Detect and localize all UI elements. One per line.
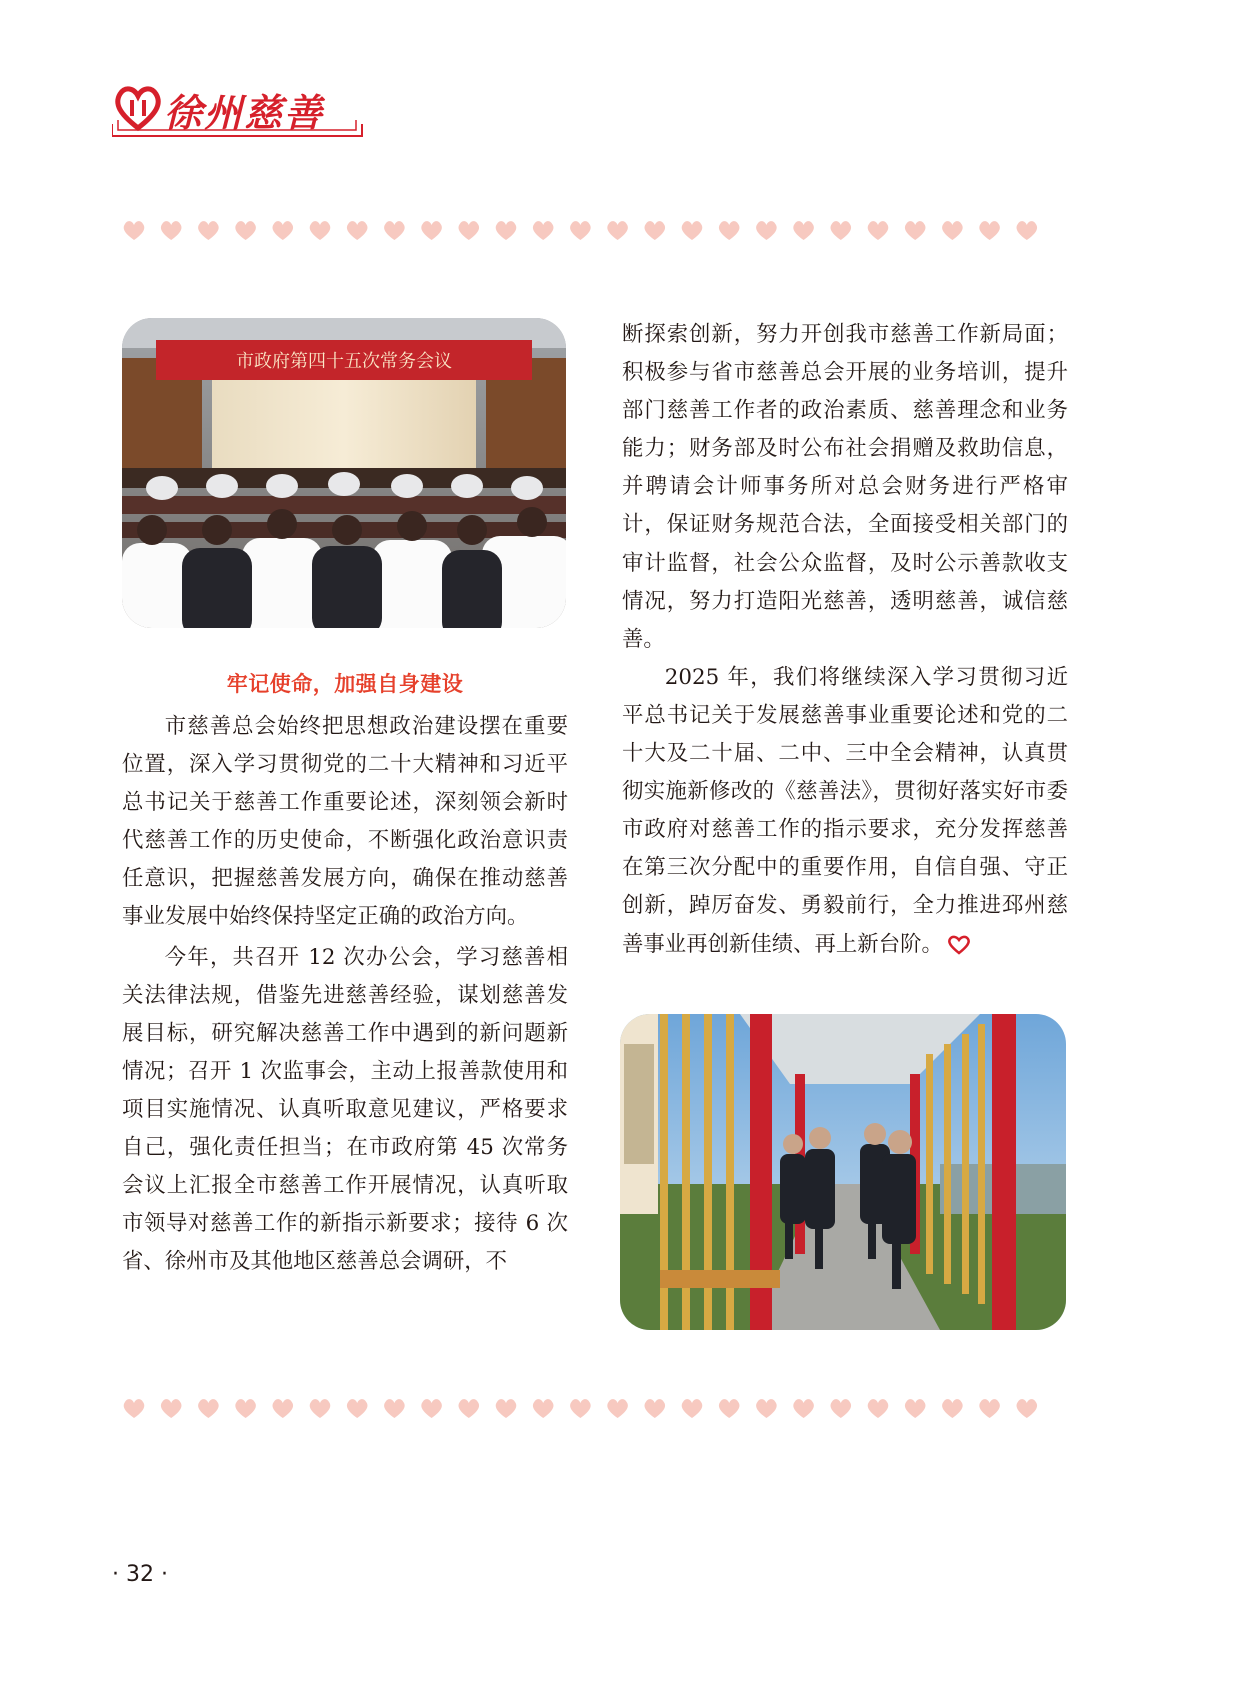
heart-icon bbox=[124, 1399, 145, 1418]
heart-icon bbox=[198, 221, 219, 240]
heart-icon bbox=[421, 221, 442, 240]
heart-icon bbox=[273, 221, 294, 240]
right-column bbox=[622, 316, 1068, 964]
heart-icon bbox=[161, 221, 182, 240]
end-heart-icon bbox=[947, 935, 971, 955]
heart-icon bbox=[868, 1399, 889, 1418]
paragraph: 今年，共召开 12 次办公会，学习慈善相关法律法规，借鉴先进慈善经验，谋划慈善发展目标，研究解决慈善工作中遇到的新问题新情况；召开 1 次监事会，主动上报善款使用和项目实施情况、认真听取意见建议，严格要求自己，强化责任担当；在市政府第 45 次常务会议上汇报全市慈善工作开展情况，认真听取市领导对慈善工作的新指示新要求；接待 6 次省、徐州市及其他地区慈善总会调研，不 bbox=[122, 944, 568, 1275]
heart-icon bbox=[607, 221, 628, 240]
heart-icon bbox=[310, 221, 331, 240]
heart-icon bbox=[756, 1399, 777, 1418]
heart-icon bbox=[1017, 1399, 1038, 1418]
heart-icon bbox=[570, 1399, 591, 1418]
heart-icon bbox=[347, 1399, 368, 1418]
charity-heart-logo-icon bbox=[118, 89, 159, 128]
heart-icon bbox=[979, 221, 1000, 240]
heart-icon bbox=[607, 1399, 628, 1418]
heart-icon bbox=[198, 1399, 219, 1418]
heart-icon bbox=[793, 221, 814, 240]
heart-icon bbox=[1017, 221, 1038, 240]
heart-icon bbox=[756, 221, 777, 240]
heart-icon bbox=[831, 221, 852, 240]
heart-icon bbox=[942, 221, 963, 240]
heart-icon bbox=[533, 1399, 554, 1418]
heart-icon bbox=[719, 1399, 740, 1418]
paragraph-text: 2025 年，我们将继续深入学习贯彻习近平总书记关于发展慈善事业重要论述和党的二十大及二十届、二中、三中全会精神，认真贯彻实施新修改的《慈善法》，贯彻好落实好市委市政府对慈善工作的指示要求，充分发挥慈善在第三次分配中的重要作用，自信自强、守正创新，踔厉奋发、勇毅前行，全力推进邳州慈善事业再创新佳绩、再上新台阶。 bbox=[622, 664, 1068, 957]
heart-icon bbox=[347, 221, 368, 240]
heart-icon bbox=[793, 1399, 814, 1418]
heart-icon bbox=[273, 1399, 294, 1418]
corridor-visit-photo bbox=[620, 1014, 1066, 1330]
heart-icon bbox=[235, 1399, 256, 1418]
heart-icon bbox=[719, 221, 740, 240]
paragraph bbox=[622, 659, 1068, 964]
heart-icon bbox=[235, 221, 256, 240]
heart-icon bbox=[496, 1399, 517, 1418]
heart-icon bbox=[533, 221, 554, 240]
heart-icon bbox=[570, 221, 591, 240]
heart-icon bbox=[459, 1399, 480, 1418]
heart-divider-bottom bbox=[120, 1394, 1050, 1424]
paragraph: 市慈善总会始终把思想政治建设摆在重要位置，深入学习贯彻党的二十大精神和习近平总书记关于慈善工作重要论述，深刻领会新时代慈善工作的历史使命，不断强化政治意识责任意识，把握慈善发展方向，确保在推动慈善事业发展中始终保持坚定正确的政治方向。 bbox=[122, 714, 568, 930]
masthead bbox=[112, 80, 382, 140]
banner-text: 市政府第四十五次常务会议 bbox=[236, 351, 452, 372]
heart-icon bbox=[682, 1399, 703, 1418]
heart-icon bbox=[124, 221, 145, 240]
heart-icon bbox=[979, 1399, 1000, 1418]
paragraph: 断探索创新，努力开创我市慈善工作新局面；积极参与省市慈善总会开展的业务培训，提升部门慈善工作者的政治素质、慈善理念和业务能力；财务部及时公布社会捐赠及救助信息，并聘请会计师事务所对总会财务进行严格审计，保证财务规范合法，全面接受相关部门的审计监督，社会公众监督，及时公示善款收支情况，努力打造阳光慈善，透明慈善，诚信慈善。 bbox=[622, 322, 1068, 652]
heart-icon bbox=[459, 221, 480, 240]
heart-icon bbox=[161, 1399, 182, 1418]
heart-divider-top bbox=[120, 216, 1050, 246]
heart-icon bbox=[682, 221, 703, 240]
heart-icon bbox=[384, 1399, 405, 1418]
heart-icon bbox=[310, 1399, 331, 1418]
heart-icon bbox=[496, 221, 517, 240]
heart-icon bbox=[645, 1399, 666, 1418]
page-number: · 32 · bbox=[112, 1562, 168, 1587]
heart-icon bbox=[905, 1399, 926, 1418]
meeting-photo bbox=[122, 318, 566, 628]
heart-icon bbox=[905, 221, 926, 240]
left-column bbox=[122, 708, 568, 1281]
heart-icon bbox=[421, 1399, 442, 1418]
heart-icon bbox=[645, 221, 666, 240]
heart-icon bbox=[868, 221, 889, 240]
heart-icon bbox=[942, 1399, 963, 1418]
heart-icon bbox=[831, 1399, 852, 1418]
section-heading: 牢记使命，加强自身建设 bbox=[226, 672, 464, 696]
masthead-title: 徐州慈善 bbox=[164, 90, 325, 135]
heart-icon bbox=[384, 221, 405, 240]
